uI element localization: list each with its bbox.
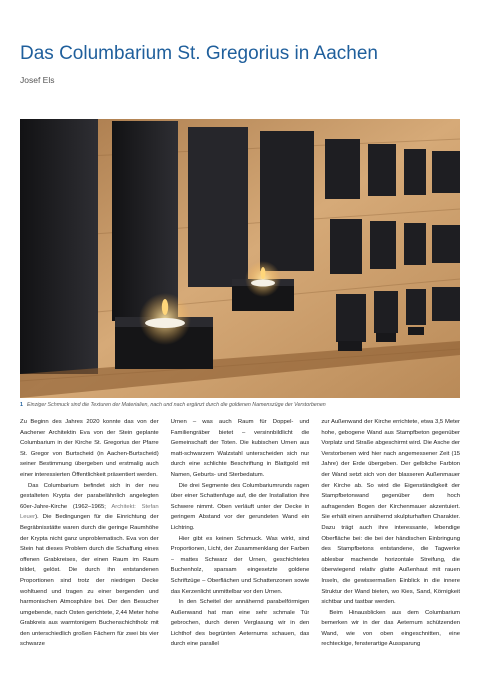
text-column-3 (321, 417, 460, 685)
article-title: Das Columbarium St. Gregorius in Aachen (20, 43, 378, 64)
text-column-1 (20, 417, 159, 685)
article-author: Josef Els (20, 75, 55, 85)
paragraph: In den Scheitel der annähernd parabelförmigen Außenwand hat man eine sehr schmale Tür gebrochen, durch deren Verglasung wir in den Lichthof des begrünten Aeternums schauen, das durch eine parallel (170, 599, 310, 648)
figure-caption (20, 402, 460, 408)
figure-caption-text: Einziger Schmuck sind die Texturen der Materialien, nach und nach ergänzt durch die goldenen Namenszüge der Verstorbenen (26, 402, 326, 408)
columbarium-photo (20, 119, 460, 398)
paragraph: Beim Hinausblicken aus dem Columbarium bemerken wir in der das Aeternum schützenden Wand, wie von oben eingeschnitten, eine rechteckige, fensterartige Aussparung (321, 609, 461, 648)
paragraph: Hier gibt es keinen Schmuck. Was wirkt, sind Proportionen, Licht, der Zusammenklang der Farben – mattes Schwarz der Urnen, geschichtetes Buchenholz, sparsam eingesetzte goldene Schriftzüge – Oberflächen und Schattenzonen sowie das Kerzenlicht unmittelbar vor den Urnen. (170, 535, 310, 595)
architect-credit: Architekt: Stefan Leuer (20, 503, 159, 521)
paragraph: Das Columbarium befindet sich in der neu gestalteten Krypta der parabelähnlich angelegten 60er-Jahre-Kirche (1962–1965; Architekt: Stefan Leuer). Die Bedingungen für die Einrichtung der Begräbnisstätte waren durch die geringe Raumhöhe der Krypta nicht ganz unproblematisch. Eva von der Stein hat dieses Problem durch die Schaffung eines offenen Grabkreises, der einen Raum im Raum bildet, gelöst. Die durch ihn entstandenen Proportionen sind trotz der niedrigen Decke wohltuend und tragen zu einer bergenden und harmonischen Atmosphäre bei. Der den Besucher umgebende, nach Osten gerichtete, 2,44 Meter hohe Grabkreis aus warmtonigem Buchenschichtholz mit den unterschiedlich großen Fächern für zwei bis vier schwarze (20, 482, 159, 648)
text-column-2 (171, 417, 310, 685)
paragraph: Die drei Segmente des Columbariumrunds ragen über einer Schattenfuge auf, die der Installation ihre Schwere nimmt. Oben verläuft unter der Decke in geringem Abstand vor der gerundeten Wand ein Lichtring. (170, 482, 310, 531)
paragraph: Urnen – was auch Raum für Doppel- und Familiengräber bietet – versinnbildlicht die Gemeinschaft der Toten. Die kubischen Urnen aus matt-schwarzem Walzstahl unterscheiden sich nur durch eine schlichte Beschriftung in Blattgold mit Namen, Geburts- und Sterbedatum. (170, 419, 310, 478)
figure-number: 1 (20, 402, 23, 408)
paragraph: zur Außenwand der Kirche errichtete, etwa 3,5 Meter hohe, gebogene Wand aus Stampfbeton gegenüber Vorplatz und Straße abgeschirmt wird. Die Asche der Verstorbenen wird hier nach angemessener Zeit (15 Jahre) der Erde übergeben. Der gelbliche Farbton der Wand setzt sich von der blasseren Außenmauer der Kirche ab. So wird die Eigenständigkeit der Stampfbetonwand gegenüber dem hoch aufragenden Bogen der Kirchenmauer akzentuiert. Sie erhält einen annähernd skulpturhaften Charakter. Dazu trägt auch ihre interessante, lebendige Oberfläche bei: die bei der händischen Einbringung des Stampfbetons entstandene, die Tagwerke ablesbar machende horizontale Streifung, die überwiegend relativ glatte Außenhaut mit rauen Inseln, die gewissermaßen Einblick in die innere Struktur der Wand bieten, wo Kies, Sand, Körnigkeit sichtbar und tastbar werden. (321, 419, 461, 606)
paragraph: Zu Beginn des Jahres 2020 konnte das von der Aachener Architektin Eva von der Stein geplante Columbarium in der Kirche St. Gregorius der Pfarre St. Gregor von Burtscheid (in Aachen-Burtscheid) seiner Bestimmung übergeben und erstmalig auch einer interessierten Öffentlichkeit präsentiert werden. (20, 419, 159, 478)
article-body (20, 417, 460, 685)
